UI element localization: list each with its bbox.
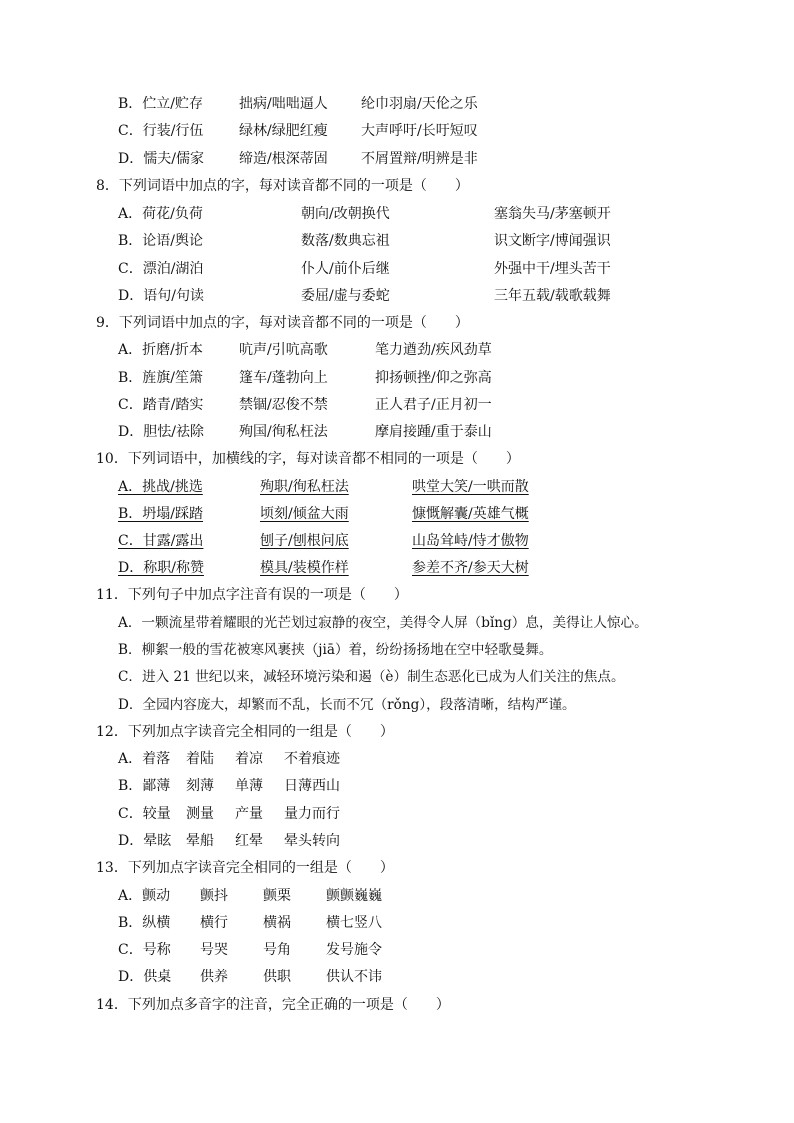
q11-option-b: B．柳絮一般的雪花被寒风裹挟（jiā）着，纷纷扬扬地在空中轻歌曼舞。 [118,642,553,658]
option-cell: 外强中干/埋头苦干 [494,261,611,277]
option-label: B．论语/舆论 [118,233,204,249]
option-cell: 刨子/刨根问底 [260,533,349,549]
option-cell: 纶巾羽扇/天伦之乐 [361,96,478,112]
option-cell: 产量 [235,806,263,822]
option-cell: 禁锢/忍俊不禁 [239,397,328,413]
option-label: D．懦夫/儒家 [118,151,204,167]
option-cell: 数落/数典忘祖 [301,233,390,249]
option-cell: 着凉 [235,751,263,767]
option-label: A．颤动 [118,888,171,904]
q14-stem: 14．下列加点多音字的注音，完全正确的一项是（ ） [96,997,450,1013]
q8-stem: 8．下列词语中加点的字，每对读音都不同的一项是（ ） [96,178,469,194]
option-cell: 慷慨解囊/英雄气概 [412,506,529,522]
option-cell: 横行 [200,915,228,931]
option-label: A．挑战/挑选 [118,479,203,495]
option-cell: 殉职/徇私枉法 [260,479,349,495]
option-cell: 横七竖八 [326,915,382,931]
option-cell: 识文断字/博闻强识 [494,233,611,249]
option-label: C．号称 [118,942,171,958]
option-cell: 参差不齐/参天大树 [412,560,529,576]
option-label: B．纵横 [118,915,171,931]
option-label: C．甘露/露出 [118,533,204,549]
option-cell: 颤颤巍巍 [326,888,382,904]
option-label: D．语句/句读 [118,288,204,304]
option-cell: 篷车/蓬勃向上 [239,370,328,386]
option-cell: 颤抖 [200,888,228,904]
option-cell: 供认不讳 [326,969,382,985]
option-label: C．较量 [118,806,171,822]
option-label: D．称职/称赞 [118,560,204,576]
option-cell: 朝向/改朝换代 [301,206,390,222]
option-cell: 横祸 [263,915,291,931]
option-label: A．荷花/负荷 [118,206,203,222]
option-cell: 日薄西山 [284,778,340,794]
option-label: B．旌旗/笙箫 [118,370,204,386]
option-cell: 笔力遒劲/疾风劲草 [375,342,492,358]
option-cell: 正人君子/正月初一 [375,397,492,413]
option-label: D．晕眩 [118,833,172,849]
q11-option-c: C．进入 21 世纪以来，减轻环境污染和遏（è）制生态恶化已成为人们关注的焦点。 [118,669,625,685]
option-cell: 刻薄 [186,778,214,794]
option-cell: 不屑置辩/明辨是非 [361,151,478,167]
option-label: C．踏青/踏实 [118,397,204,413]
option-cell: 仆人/前仆后继 [301,261,390,277]
option-cell: 殉国/徇私枉法 [239,424,328,440]
option-cell: 绿林/绿肥红瘦 [239,123,328,139]
q11-stem: 11．下列句子中加点字注音有误的一项是（ ） [96,587,408,603]
option-cell: 颤栗 [263,888,291,904]
option-cell: 红晕 [235,833,263,849]
q11-option-a: A．一颗流星带着耀眼的光芒划过寂静的夜空，美得令人屏（bǐng）息，美得让人惊心。 [118,615,648,631]
q12-stem: 12．下列加点字读音完全相同的一组是（ ） [96,724,394,740]
option-label: B．鄙薄 [118,778,171,794]
option-cell: 供养 [200,969,228,985]
option-label: D．供桌 [118,969,172,985]
option-cell: 晕头转向 [284,833,340,849]
q13-stem: 13．下列加点字读音完全相同的一组是（ ） [96,860,394,876]
option-cell: 塞翁失马/茅塞顿开 [494,206,611,222]
option-cell: 测量 [186,806,214,822]
q11-option-d: D．全园内容庞大，却繁而不乱，长而不冗（rǒng），段落清晰，结构严谨。 [118,697,576,713]
option-cell: 抑扬顿挫/仰之弥高 [375,370,492,386]
option-cell: 山岛耸峙/恃才傲物 [412,533,529,549]
option-cell: 模具/装模作样 [260,560,349,576]
option-cell: 摩肩接踵/重于泰山 [375,424,492,440]
option-cell: 发号施令 [326,942,382,958]
option-cell: 晕船 [186,833,214,849]
option-label: D．胆怯/祛除 [118,424,204,440]
option-cell: 大声呼吁/长吁短叹 [361,123,478,139]
option-label: A．折磨/折本 [118,342,203,358]
option-label: B．坍塌/踩踏 [118,506,204,522]
option-cell: 拙病/咄咄逼人 [239,96,328,112]
option-cell: 哄堂大笑/一哄而散 [412,479,529,495]
option-cell: 委屈/虚与委蛇 [301,288,390,304]
option-cell: 三年五载/载歌载舞 [494,288,611,304]
option-label: C．行装/行伍 [118,123,204,139]
option-cell: 量力而行 [284,806,340,822]
q9-stem: 9．下列词语中加点的字，每对读音都不同的一项是（ ） [96,315,469,331]
option-label: A．着落 [118,751,171,767]
option-cell: 号角 [263,942,291,958]
option-cell: 供职 [263,969,291,985]
option-cell: 吭声/引吭高歌 [239,342,328,358]
option-label: C．漂泊/湖泊 [118,261,204,277]
q10-stem: 10．下列词语中，加横线的字，每对读音都不相同的一项是（ ） [96,451,520,467]
option-cell: 缔造/根深蒂固 [239,151,328,167]
option-label: B．伫立/贮存 [118,96,204,112]
option-cell: 着陆 [186,751,214,767]
option-cell: 不着痕迹 [284,751,340,767]
option-cell: 单薄 [235,778,263,794]
option-cell: 顷刻/倾盆大雨 [260,506,349,522]
option-cell: 号哭 [200,942,228,958]
